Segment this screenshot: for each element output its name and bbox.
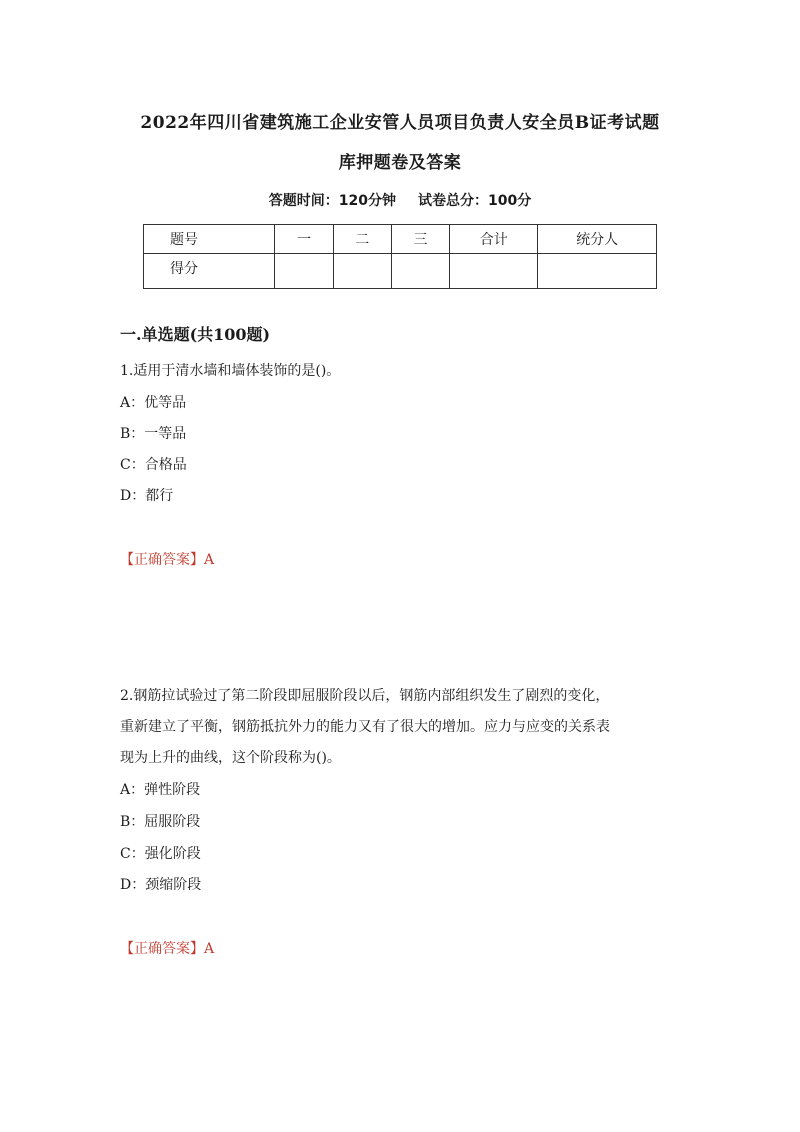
score-table (143, 224, 657, 289)
question-2-stem-line-3: 现为上升的曲线，这个阶段称为()。 (120, 750, 341, 766)
exam-time: 答题时间：120分钟 (268, 193, 396, 209)
question-2-answer: 【正确答案】A (120, 941, 215, 957)
question-2-stem-line-1: 2.钢筋拉试验过了第二阶段即屈服阶段以后，钢筋内部组织发生了剧烈的变化， (120, 688, 610, 704)
score-header-question-no: 题号 (144, 225, 275, 254)
question-2-option-c: C：强化阶段 (120, 846, 201, 862)
score-cell-part-2 (333, 254, 391, 289)
score-header-total: 合计 (450, 225, 538, 254)
section-title: 一.单选题(共100题) (120, 325, 271, 344)
exam-meta (0, 190, 800, 210)
question-2-option-d: D：颈缩阶段 (120, 877, 202, 893)
exam-total-score: 试卷总分：100分 (418, 193, 532, 209)
question-2-stem-line-2: 重新建立了平衡，钢筋抵抗外力的能力又有了很大的增加。应力与应变的关系表 (120, 719, 610, 735)
score-table-header-row (144, 225, 657, 254)
score-cell-total (450, 254, 538, 289)
question-1-option-d: D：都行 (120, 488, 174, 504)
score-header-grader: 统分人 (538, 225, 657, 254)
question-1-stem: 1.适用于清水墙和墙体装饰的是()。 (120, 363, 341, 379)
score-header-part-2: 二 (333, 225, 391, 254)
question-1-option-a: A：优等品 (120, 395, 187, 411)
exam-title-line-2: 库押题卷及答案 (338, 153, 462, 173)
score-cell-grader (538, 254, 657, 289)
exam-title-line-1: 2022年四川省建筑施工企业安管人员项目负责人安全员B证考试题 (140, 113, 660, 133)
question-1-option-c: C：合格品 (120, 457, 187, 473)
score-row-label: 得分 (144, 254, 275, 289)
score-cell-part-3 (391, 254, 449, 289)
question-1-answer: 【正确答案】A (120, 552, 215, 568)
score-cell-part-1 (275, 254, 333, 289)
score-header-part-1: 一 (275, 225, 333, 254)
question-2-option-b: B：屈服阶段 (120, 814, 201, 830)
score-header-part-3: 三 (391, 225, 449, 254)
question-1-option-b: B：一等品 (120, 426, 187, 442)
question-2-option-a: A：弹性阶段 (120, 782, 201, 798)
score-table-score-row (144, 254, 657, 289)
